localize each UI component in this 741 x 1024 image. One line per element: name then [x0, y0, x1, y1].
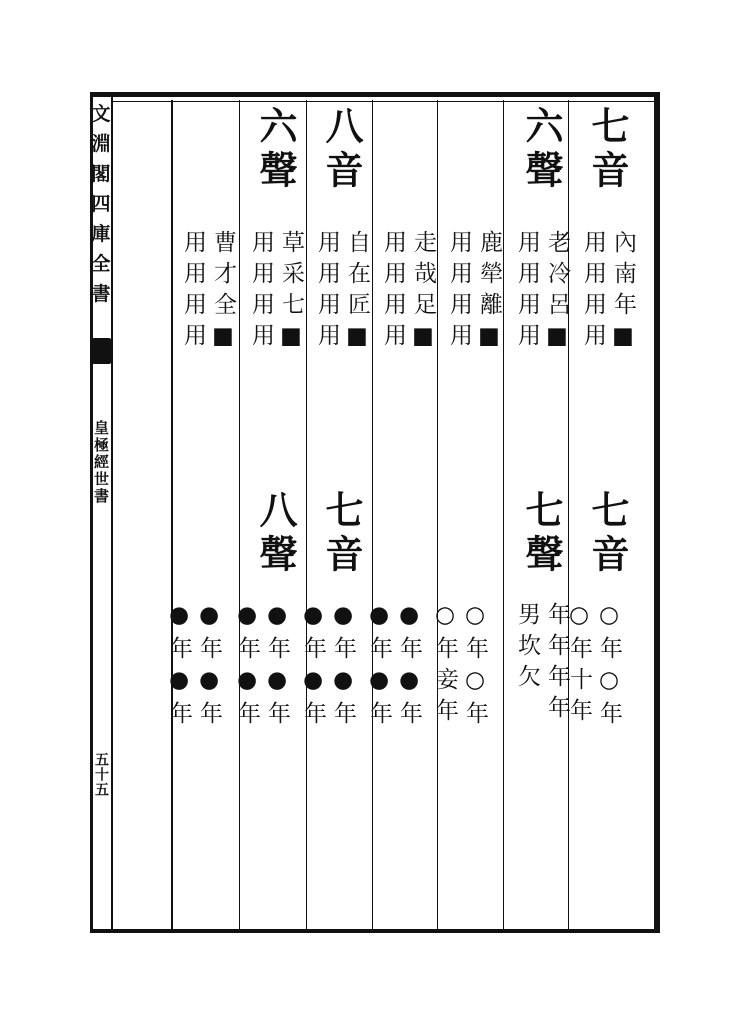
- margin-title-char: 四: [91, 193, 111, 215]
- upper-line: 用用用用: [248, 230, 274, 354]
- column-heading: 八音: [319, 106, 364, 194]
- margin-title-char: 全: [91, 253, 111, 275]
- text-column-3: [432, 100, 506, 928]
- upper-block: [312, 230, 372, 480]
- lower-line: ○年○年○年十年: [566, 602, 622, 732]
- frame-right-rule: [654, 92, 660, 933]
- fishtail-mark-icon: [92, 338, 111, 364]
- lower-block: [166, 602, 238, 762]
- column-heading: 六聲: [519, 106, 564, 194]
- lower-heading: 八聲: [253, 490, 298, 578]
- lower-block: [432, 602, 504, 762]
- text-column-1: [566, 100, 640, 928]
- upper-line: 用用用用: [446, 230, 472, 354]
- page-number: 五十五: [93, 752, 109, 797]
- upper-line: 用用用用: [380, 230, 406, 354]
- upper-line: 用用用用: [180, 230, 206, 354]
- lower-block: [300, 602, 372, 762]
- frame-bottom-rule: [90, 929, 660, 933]
- lower-line: ○年○年○年妾年: [432, 602, 488, 732]
- column-heading: 六聲: [253, 106, 298, 194]
- margin-title-char: 庫: [91, 223, 111, 245]
- upper-line: 內南年■: [610, 230, 636, 357]
- upper-line: 自在匠■: [344, 230, 370, 357]
- text-column-7: [166, 100, 240, 928]
- text-column-2: [508, 100, 574, 928]
- column-heading: 七音: [585, 106, 630, 194]
- upper-line: 用用用用: [580, 230, 606, 354]
- text-area-left-rule: [171, 100, 173, 930]
- text-column-6: [234, 100, 308, 928]
- upper-line: 鹿犖離■: [476, 230, 502, 357]
- lower-block: [234, 602, 306, 762]
- lower-heading: 七聲: [519, 490, 564, 578]
- lower-block: [366, 602, 438, 762]
- margin-title-char: 閣: [91, 163, 111, 185]
- margin-title-char: 文: [91, 103, 111, 125]
- lower-line: ●年●年●年●年: [234, 602, 290, 732]
- lower-block: [566, 602, 638, 762]
- upper-line: 老冷呂■: [544, 230, 570, 357]
- book-title: 皇極經世書: [92, 420, 110, 505]
- lower-heading: 七音: [319, 490, 364, 578]
- upper-line: 曹才全■: [210, 230, 236, 357]
- lower-line: 男坎欠: [514, 602, 540, 695]
- margin-title-char: 書: [91, 283, 111, 305]
- lower-line: ●年●年●年●年: [366, 602, 422, 732]
- upper-line: 草采七■: [278, 230, 304, 357]
- upper-block: [178, 230, 238, 480]
- upper-block: [444, 230, 504, 480]
- upper-block: [246, 230, 306, 480]
- lower-block: [512, 602, 572, 762]
- lower-line: ●年●年●年●年: [166, 602, 222, 732]
- upper-line: 用用用用: [514, 230, 540, 354]
- page-margin-strip: [90, 93, 112, 933]
- lower-line: ●年●年●年●年: [300, 602, 356, 732]
- text-column-4: [366, 100, 440, 928]
- frame-top-rule: [90, 92, 660, 97]
- upper-line: 用用用用: [314, 230, 340, 354]
- margin-title-char: 淵: [91, 133, 111, 155]
- lower-heading: 七音: [585, 490, 630, 578]
- text-column-5: [300, 100, 374, 928]
- upper-line: 走哉足■: [410, 230, 436, 357]
- lower-line: 年年年年: [544, 602, 570, 726]
- upper-block: [512, 230, 572, 480]
- upper-block: [378, 230, 438, 480]
- upper-block: [578, 230, 638, 480]
